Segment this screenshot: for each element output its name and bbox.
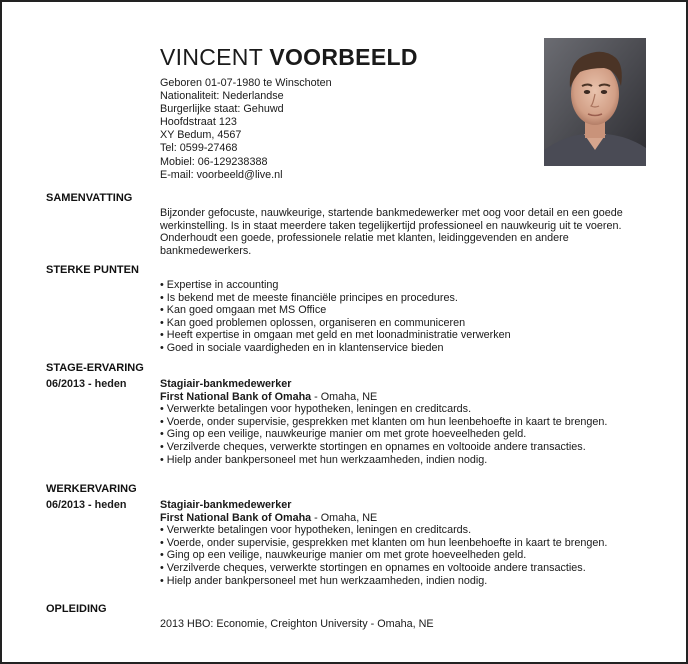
list-item: • Voerde, onder supervisie, gesprekken met klanten om hun leenbehoefte in kaart te brengen. [160,536,608,549]
contact-line: XY Bedum, 4567 [160,129,242,142]
list-item: • Hielp ander bankpersoneel met hun werkzaamheden, indien nodig. [160,574,488,587]
list-item: • Verwerkte betalingen voor hypotheken, leningen en creditcards. [160,524,472,537]
resume-header [160,44,530,182]
employer-name: First National Bank of Omaha [160,390,312,403]
list-item: • Verzilverde cheques, verwerkte stortingen en opnames en voltooide andere transacties. [160,440,586,453]
contact-details [160,77,530,182]
last-name: VOORBEELD [269,44,418,70]
employer-location: - Omaha, NE [311,390,378,403]
contact-line: Burgerlijke staat: Gehuwd [160,103,284,116]
list-item: • Verwerkte betalingen voor hypotheken, leningen en creditcards. [160,403,472,416]
list-item: • Is bekend met de meeste financiële principes en procedures. [160,291,458,304]
section-title-work: WERKERVARING [46,483,137,495]
list-item: • Hielp ander bankpersoneel met hun werkzaamheden, indien nodig. [160,453,488,466]
strengths-list [160,279,650,355]
portrait-image [544,38,646,166]
list-item: • Ging op een veilige, nauwkeurige manier om met grote hoeveelheden geld. [160,549,527,562]
list-item: • Heeft expertise in omgaan met geld en met loonadministratie verwerken [160,329,511,342]
education-text: 2013 HBO: Economie, Creighton University - Omaha, NE [160,618,434,630]
employer-location: - Omaha, NE [311,511,378,524]
list-item: • Expertise in accounting [160,279,279,291]
list-item: • Ging op een veilige, nauwkeurige manier om met grote hoeveelheden geld. [160,428,527,441]
employer [160,391,650,404]
job-title: Stagiair-bankmedewerker [160,378,292,390]
section-title-education: OPLEIDING [46,603,107,615]
profile-photo [544,38,646,166]
contact-line: E-mail: voorbeeld@live.nl [160,168,283,181]
first-name: VINCENT [160,44,263,70]
employer [160,512,650,525]
summary-text: Bijzonder gefocuste, nauwkeurige, startende bankmedewerker met oog voor detail en een goede werkinstelling. Is in staat meerdere taken tegelijkertijd professioneel en nauwkeurig uit te voeren. Onderhoudt een goede, professionele relatie met klanten, leidinggevenden en andere bankmedewerkers. [160,207,623,257]
job-title: Stagiair-bankmedewerker [160,499,292,511]
contact-line: Tel: 0599-27468 [160,142,238,155]
list-item: • Goed in sociale vaardigheden en in klantenservice bieden [160,341,444,354]
list-item: • Kan goed omgaan met MS Office [160,304,327,317]
section-title-summary: SAMENVATTING [46,192,133,204]
work-duties [160,524,650,587]
section-title-strengths: STERKE PUNTEN [46,264,139,276]
list-item: • Kan goed problemen oplossen, organiseren en communiceren [160,316,466,329]
contact-line: Nationaliteit: Nederlandse [160,90,284,103]
internship-date: 06/2013 - heden [46,378,127,390]
internship-entry [160,378,650,466]
contact-line: Mobiel: 06-129238388 [160,155,268,168]
contact-line: Geboren 01-07-1980 te Winschoten [160,77,332,89]
contact-line: Hoofdstraat 123 [160,116,237,129]
employer-name: First National Bank of Omaha [160,511,312,524]
list-item: • Verzilverde cheques, verwerkte stortingen en opnames en voltooide andere transacties. [160,561,586,574]
list-item: • Voerde, onder supervisie, gesprekken met klanten om hun leenbehoefte in kaart te brengen. [160,415,608,428]
candidate-name [160,44,530,70]
internship-duties [160,403,650,466]
work-date: 06/2013 - heden [46,499,127,511]
section-title-internship: STAGE-ERVARING [46,362,144,374]
work-entry [160,499,650,587]
